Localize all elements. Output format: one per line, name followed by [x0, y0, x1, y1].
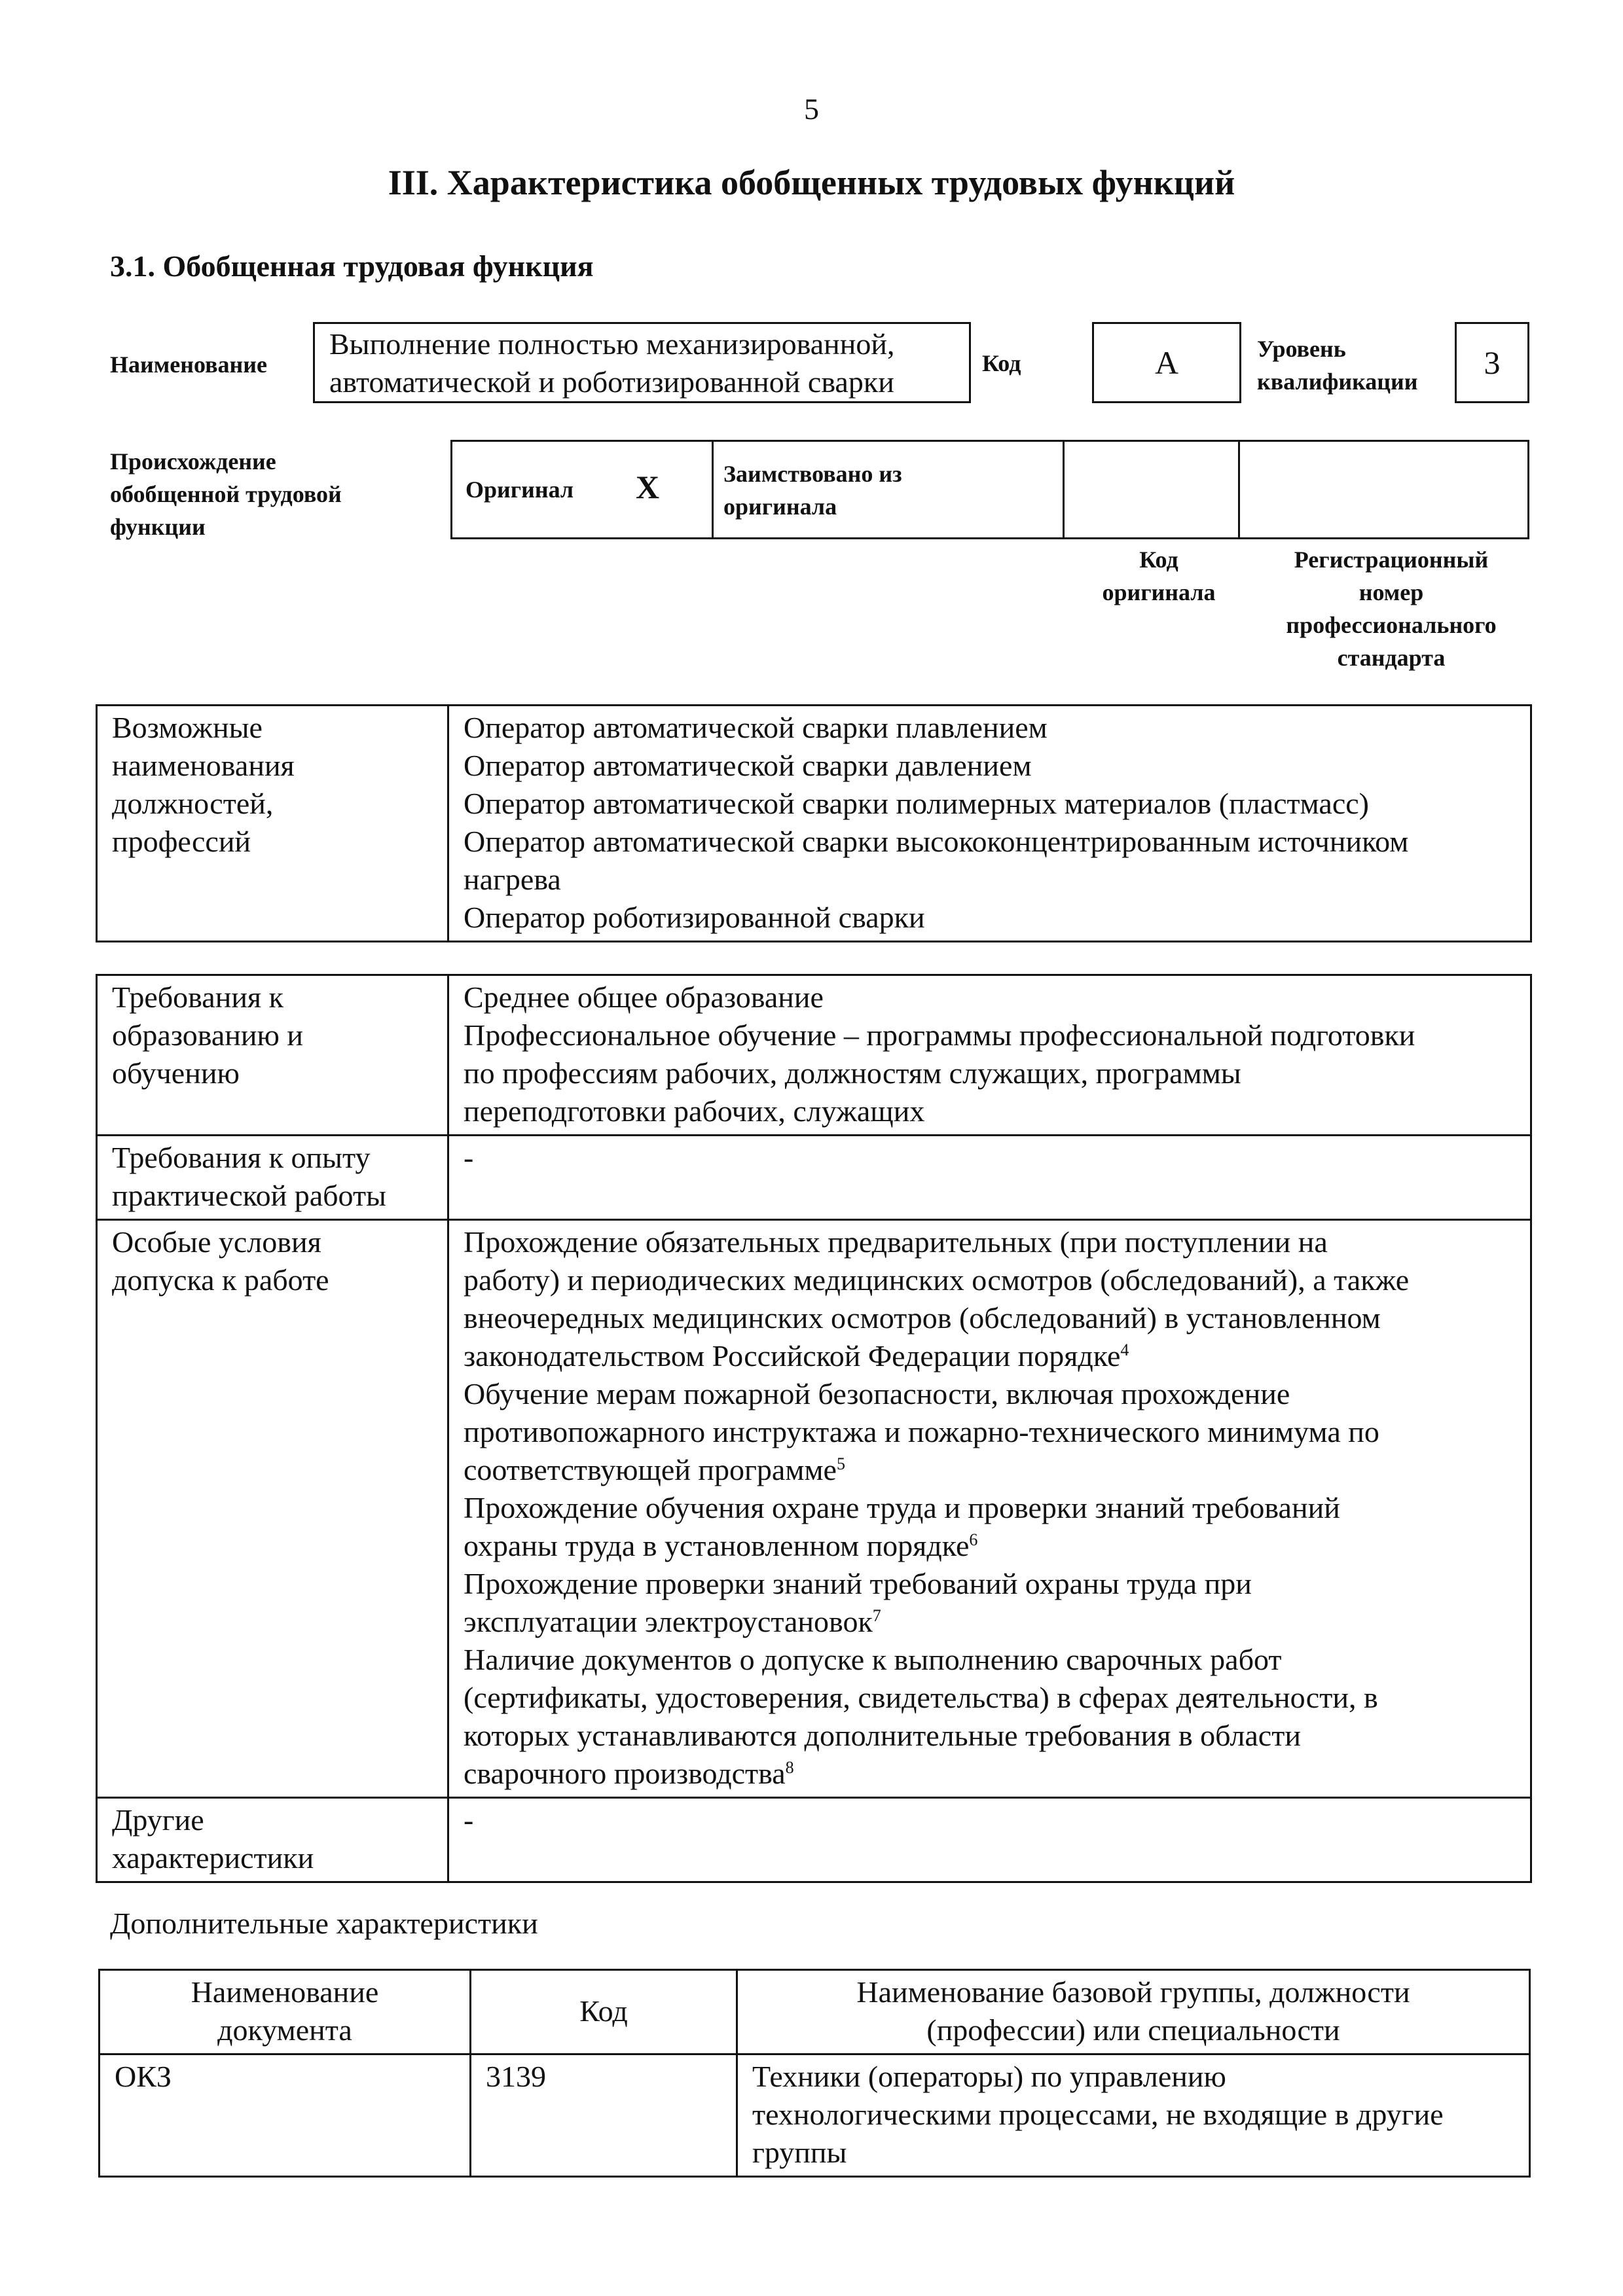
code-original-caption: Код оригинала — [1102, 547, 1216, 605]
page-number: 5 — [804, 92, 819, 126]
footnote-8: 8 — [785, 1758, 794, 1777]
name-value-line1: Выполнение полностью механизированной, — [329, 327, 895, 361]
level-value-box — [1455, 322, 1529, 403]
footnote-7: 7 — [872, 1606, 881, 1625]
level-value: 3 — [1484, 344, 1501, 381]
education-label-cell: Требования к образованию и обучению — [97, 975, 448, 1136]
reg-number-caption: Регистрационный номер профессионального стандарта — [1286, 547, 1497, 671]
col-doc-name-header: Наименование документа — [100, 1970, 471, 2054]
other-value-cell: - — [448, 1798, 1531, 1882]
position-item: Оператор автоматической сварки давлением — [464, 749, 1032, 782]
positions-list-cell — [448, 706, 1531, 942]
section-title: III. Характеристика обобщенных трудовых функций — [388, 163, 1235, 202]
position-item: Оператор автоматической сварки высококонцентрированным источником — [464, 825, 1409, 858]
name-value-box — [313, 322, 971, 403]
positions-row — [97, 706, 1531, 942]
position-item: нагрева — [464, 863, 561, 896]
positions-table — [96, 704, 1532, 942]
positions-label-cell: Возможные наименования должностей, профессий — [97, 706, 448, 942]
experience-value-cell: - — [448, 1136, 1531, 1220]
code-label: Код — [982, 350, 1021, 376]
name-label: Наименование — [110, 351, 267, 378]
code-value-box — [1092, 322, 1241, 403]
code-value: А — [1154, 344, 1179, 381]
experience-row — [97, 1136, 1531, 1220]
origin-table — [450, 440, 1529, 539]
level-label: Уровень квалификации — [1257, 336, 1418, 395]
position-item: Оператор автоматической сварки полимерных материалов (пластмасс) — [464, 787, 1369, 820]
footnote-5: 5 — [836, 1454, 845, 1473]
original-label: Оригинал — [465, 476, 574, 503]
position-item: Оператор роботизированной сварки — [464, 901, 925, 934]
col-group-name-header: Наименование базовой группы, должности (профессии) или специальности — [737, 1970, 1530, 2054]
requirements-table — [96, 974, 1532, 1883]
doc-name-cell: ОКЗ — [100, 2054, 471, 2177]
additional-title: Дополнительные характеристики — [110, 1907, 538, 1940]
footnote-4: 4 — [1120, 1340, 1129, 1359]
conditions-row — [97, 1220, 1531, 1798]
original-mark: X — [636, 469, 660, 505]
additional-table — [98, 1969, 1531, 2178]
col-code-header: Код — [471, 1970, 737, 2054]
position-item: Оператор автоматической сварки плавлением — [464, 711, 1048, 744]
footnote-6: 6 — [969, 1530, 978, 1549]
group-name-cell: Техники (операторы) по управлению технологическими процессами, не входящие в другие группы — [737, 2054, 1530, 2177]
borrowed-label: Заимствовано из оригинала — [723, 461, 902, 520]
name-value-line2: автоматической и роботизированной сварки — [329, 365, 894, 399]
education-row — [97, 975, 1531, 1136]
origin-label: Происхождение обобщенной трудовой функции — [110, 448, 342, 540]
experience-label-cell: Требования к опыту практической работы — [97, 1136, 448, 1220]
code-cell: 3139 — [471, 2054, 737, 2177]
other-label-cell: Другие характеристики — [97, 1798, 448, 1882]
conditions-value-cell: Прохождение обязательных предварительных (при поступлении на работу) и периодических медицинских осмотров (обследований), а также внеочередных медицинских осмотров (обследований) в установленном законодательством Российской Федерации порядке$^4$ Обучение мерам пожарной безопасности, включая прохождение противопожарного инструктажа и пожарно-технического минимума по соответствующей программе$^5$ Прохождение обучения охране труда и проверки знаний требований охраны труда в установленном порядке$^6$ Прохождение проверки знаний требований охраны труда при эксплуатации электроустановок$^7$ Наличие документов о допуске к выполнению сварочных работ (сертификаты, удостоверения, свидетельства) в сферах деятельности, в которых устанавливаются дополнительные требования в области сварочного производства$^8$ — [448, 1220, 1531, 1798]
conditions-label-cell: Особые условия допуска к работе — [97, 1220, 448, 1798]
additional-data-row — [100, 2054, 1530, 2177]
other-row — [97, 1798, 1531, 1882]
education-value-cell: Среднее общее образование Профессиональное обучение – программы профессиональной подготовки по профессиям рабочих, должностям служащих, программы переподготовки рабочих, служащих — [448, 975, 1531, 1136]
subsection-title: 3.1. Обобщенная трудовая функция — [110, 249, 594, 283]
additional-header-row — [100, 1970, 1530, 2054]
